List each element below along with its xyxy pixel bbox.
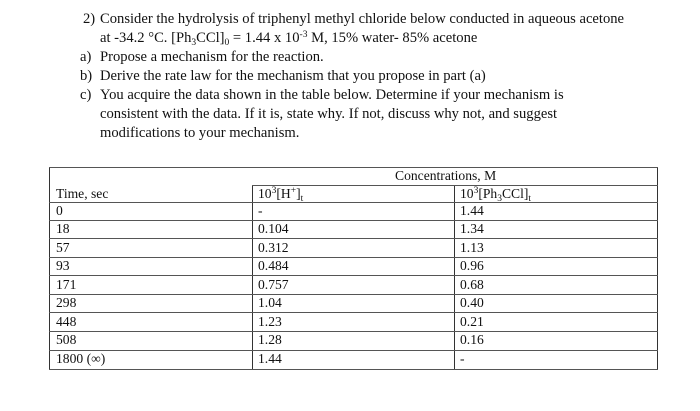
cell-h: 1.44 bbox=[258, 351, 282, 366]
row-rule bbox=[49, 257, 658, 258]
cell-time: 0 bbox=[56, 203, 63, 218]
cell-time: 508 bbox=[56, 332, 77, 347]
cell-ph3ccl: 0.21 bbox=[460, 314, 484, 329]
cell-time: 18 bbox=[56, 221, 70, 236]
cell-ph3ccl: 0.68 bbox=[460, 277, 484, 292]
cell-ph3ccl: 1.34 bbox=[460, 221, 484, 236]
part-a-text: Propose a mechanism for the reaction. bbox=[100, 49, 324, 65]
part-b-letter: b) bbox=[80, 68, 93, 84]
part-c-text-line-3: modifications to your mechanism. bbox=[100, 125, 300, 141]
header-time: Time, sec bbox=[56, 186, 109, 201]
part-a-letter: a) bbox=[80, 49, 92, 65]
header-rule bbox=[49, 202, 658, 203]
part-b-text: Derive the rate law for the mechanism that you propose in part (a) bbox=[100, 68, 486, 84]
cell-time: 171 bbox=[56, 277, 77, 292]
table-border-right bbox=[657, 167, 658, 370]
cell-ph3ccl: 1.13 bbox=[460, 240, 484, 255]
question-text bbox=[0, 0, 700, 160]
cell-h: 1.28 bbox=[258, 332, 282, 347]
group-header-rule bbox=[252, 185, 658, 186]
cell-time: 93 bbox=[56, 258, 70, 273]
row-rule bbox=[49, 350, 658, 351]
table-col-divider-2 bbox=[454, 185, 455, 370]
header-h-concentration: $10^3[H^+]_t$ bbox=[258, 186, 304, 204]
cell-time: 298 bbox=[56, 295, 77, 310]
row-rule bbox=[49, 220, 658, 221]
part-c-letter: c) bbox=[80, 87, 92, 103]
cell-ph3ccl: - bbox=[460, 351, 465, 366]
cell-time: 1800 (∞) bbox=[56, 351, 106, 366]
header-ph3ccl-concentration: $10^3[Ph_3CCl]_t$ bbox=[460, 186, 532, 204]
cell-h: 1.23 bbox=[258, 314, 282, 329]
cell-ph3ccl: 0.40 bbox=[460, 295, 484, 310]
concentrations-group-header: Concentrations, M bbox=[395, 168, 497, 183]
row-rule bbox=[49, 275, 658, 276]
table-border-left bbox=[49, 167, 50, 370]
table-border-bottom bbox=[49, 369, 658, 370]
cell-ph3ccl: 0.96 bbox=[460, 258, 484, 273]
cell-h: 1.04 bbox=[258, 295, 282, 310]
cell-h: 0.757 bbox=[258, 277, 289, 292]
cell-h: 0.484 bbox=[258, 258, 289, 273]
row-rule bbox=[49, 238, 658, 239]
cell-h: - bbox=[258, 203, 263, 218]
cell-h: 0.312 bbox=[258, 240, 289, 255]
cell-time: 57 bbox=[56, 240, 70, 255]
question-line-1: Consider the hydrolysis of triphenyl methyl chloride below conducted in aqueous acetone bbox=[100, 11, 625, 27]
part-c-text-line-2: consistent with the data. If it is, state why. If not, discuss why not, and suggest bbox=[100, 106, 558, 122]
table-col-divider-1 bbox=[252, 185, 253, 370]
kinetics-data-table bbox=[49, 167, 658, 370]
question-number: 2) bbox=[83, 11, 96, 27]
cell-time: 448 bbox=[56, 314, 77, 329]
table-border-top bbox=[49, 167, 658, 168]
row-rule bbox=[49, 312, 658, 313]
cell-ph3ccl: 0.16 bbox=[460, 332, 484, 347]
part-c-text-line-1: You acquire the data shown in the table below. Determine if your mechanism is bbox=[100, 87, 564, 103]
cell-h: 0.104 bbox=[258, 221, 289, 236]
row-rule bbox=[49, 294, 658, 295]
row-rule bbox=[49, 331, 658, 332]
question-line-2: at -34.2 °C. $[Ph_3CCl]_0 = 1.44$ x $10^{-3}$ M, 15% water- 85% acetone bbox=[100, 30, 478, 48]
cell-ph3ccl: 1.44 bbox=[460, 203, 484, 218]
